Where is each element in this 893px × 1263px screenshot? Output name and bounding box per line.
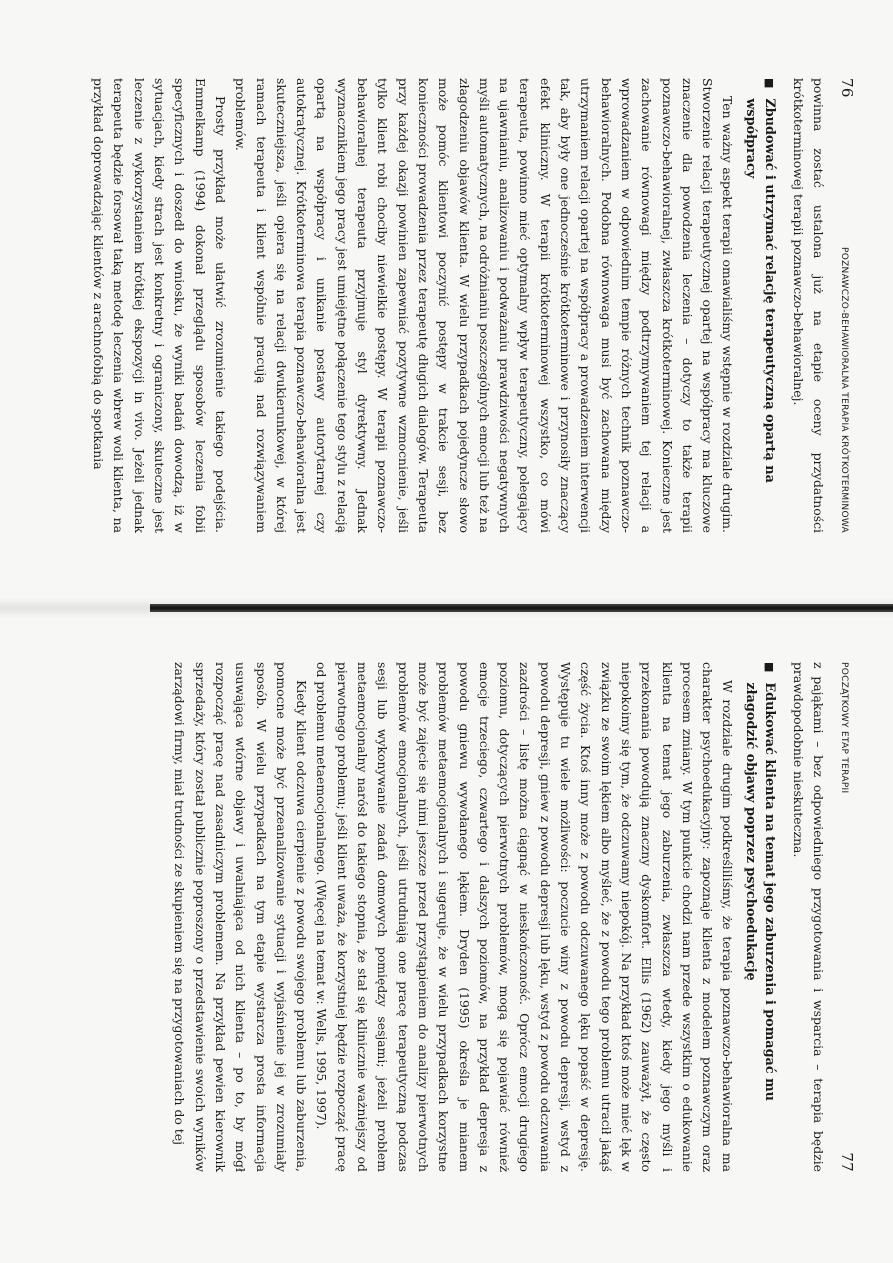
square-bullet-icon: ■: [763, 78, 777, 89]
page-number: 76: [838, 78, 856, 98]
body-paragraph: Kiedy klient odczuwa cierpienie z powodu swojego problemu lub zaburzenia, pomocne może być przeanalizowanie sytuacji i wyjaśnienie jej w zrozumiały sposób. W wielu przypadkach na tym etapie wystarcza prosta informacja usuwająca wtórne objawy i uwalniająca od nich klienta – po to, by mógł rozpocząć pracę nad zasadniczym problemem. Na przykład pewien kierownik sprzedaży, który został publicznie poproszony o przedstawienie swoich wyników zarządowi firmy, miał trudności ze skupieniem się na przygotowaniach do tej: [172, 662, 310, 1172]
running-head: [838, 78, 856, 533]
running-head: [838, 662, 856, 1172]
running-head-title: POCZĄTKOWY ETAP TERAPII: [839, 662, 849, 794]
intro-paragraph: z pająkami – bez odpowiedniego przygotowania i wsparcia – terapia będzie prawdopodobnie nieskuteczna.: [790, 662, 826, 1172]
section-heading: [741, 662, 779, 1172]
right-page: [96, 662, 856, 1172]
section-heading: [741, 78, 779, 533]
running-head-title: POZNAWCZO-BEHAWIORALNA TERAPIA KRÓTKOTERMINOWA: [839, 246, 849, 533]
body-paragraph: Prosty przykład może ułatwić zrozumienie takiego podejścia. Emmelkamp (1994) dokonał przeglądu sposobów leczenia fobii specyficznych i doszedł do wniosku, że wyniki badań dowodzą, iż w sytuacjach, kiedy strach jest konkretny i ograniczony, skuteczne jest leczenie z wykorzystaniem krótkiej ekspozycji in vivo. Jeżeli jednak terapeuta będzie forsował taką metodę leczenia wbrew woli klienta, na przykład doprowadzając klientów z arachnofobią do spotkania: [91, 78, 228, 533]
left-page: [91, 78, 856, 533]
section-heading-text: Edukować klienta na temat jego zaburzenia i pomagać mu złagodzić objawy poprzez psychoedukację: [743, 682, 778, 1101]
page-number: 77: [838, 1152, 856, 1172]
book-spine: [150, 604, 893, 612]
body-paragraph: Ten ważny aspekt terapii omawialiśmy wstępnie w rozdziale drugim. Stworzenie relacji terapeutycznej opartej na współpracy ma kluczowe znaczenie dla powodzenia leczenia – dotyczy to także terapii poznawczo-behawioralnej, zwłaszcza krótkoterminowej. Konieczne jest zachowanie równowagi między podtrzymywaniem tej relacji a wprowadzaniem w odpowiednim tempie różnych technik poznawczo-behawioralnych. Podobna równowaga musi być zachowana między utrzymaniem relacji opartej na współpracy a prowadzeniem interwencji tak, aby były one jednocześnie krótkoterminowe i przynosiły znaczący efekt kliniczny. W terapii krótkoterminowej wszystko, co mówi terapeuta, powinno mieć optymalny wpływ terapeutyczny, polegający na ujawnianiu, analizowaniu i podważaniu prawdziwości negatywnych myśli automatycznych, na odróżnianiu poszczególnych emocji lub też na złagodzeniu objawów klienta. W wielu przypadkach pojedyncze słowo może pomóc klientowi poczynić postępy w trakcie sesji, bez konieczności prowadzenia przez terapeutę długich dialogów. Terapeuta przy każdej okazji powinien zapewniać pozytywne wzmocnienie, jeśli tylko klient robi chociby niewielkie postępy. W terapii poznawczo-behawioralnej terapeuta przyjmuje styl dyrektywny. Jednak wyznacznikiem jego pracy jest umiejętne połączenie tego stylu z relacją opartą na współpracy i unikanie postawy autorytarnej czy autokratycznej. Krótkoterminowa terapia poznawczo-behawioralna jest skuteczniejsza, jeśli opiera się na relacji dwukierunkowej, w której ramach terapeuta i klient wspólnie pracują nad rozwiązywaniem problemów.: [233, 78, 736, 533]
square-bullet-icon: ■: [763, 662, 777, 673]
section-heading-text: Zbudować i utrzymać relację terapeutyczną opartą na współpracy: [743, 98, 778, 483]
body-paragraph: W rozdziale drugim podkreśliliśmy, że terapia poznawczo-behawioralna ma charakter psychoedukacyjny: zapoznaje klienta z modelem poznawczym oraz procesem zmiany. W tym punkcie chodzi nam przede wszystkim o edukowanie klienta na temat jego zaburzenia, zwłaszcza wtedy, kiedy jego myśli i przekonania powodują znaczny dyskomfort. Ellis (1962) zauważył, że często niepokoimy się tym, że odczuwamy niepokój. Na przykład ktoś może mieć lęk w związku ze swoim lękiem albo myśleć, że z powodu tego problemu utracił jakąś część życia. Ktoś inny może z powodu odczuwanego lęku popaść w depresję. Występuje tu wiele możliwości: poczucie winy z powodu depresji, wstyd z powodu depresji, gniew z powodu depresji lub lęku, wstyd z powodu odczuwania zazdrości – listę można ciągnąć w nieskończoność. Oprócz emocji drugiego poziomu, dotyczących pierwotnych problemów, mogą się pojawiać również emocje trzeciego, czwartego i dalszych poziomów, na przykład depresja z powodu gniewu wywołanego lękiem. Dryden (1995) określa je mianem problemów metaemocjonalnych i sugeruje, że w wielu przypadkach korzystne może być zajęcie się nimi jeszcze przed przystąpieniem do analizy pierwotnych problemów emocjonalnych, jeśli utrudniają one pracę terapeutyczną podczas sesji lub wykonywanie zadań domowych pomiędzy sesjami; jeżeli problem metaemocjonalny narósł do takiego stopnia, że stał się klinicznie ważniejszy od pierwotnego problemu; jeśli klient uważa, że korzystniej będzie rozpocząć pracę od problemu metaemocjonalnego. (Więcej na temat w: Wells, 1995, 1997).: [314, 662, 736, 1172]
intro-paragraph: powinna zostać ustalona już na etapie oceny przydatności krótkoterminowej terapii poznawczo-behawioralnej.: [790, 78, 826, 533]
